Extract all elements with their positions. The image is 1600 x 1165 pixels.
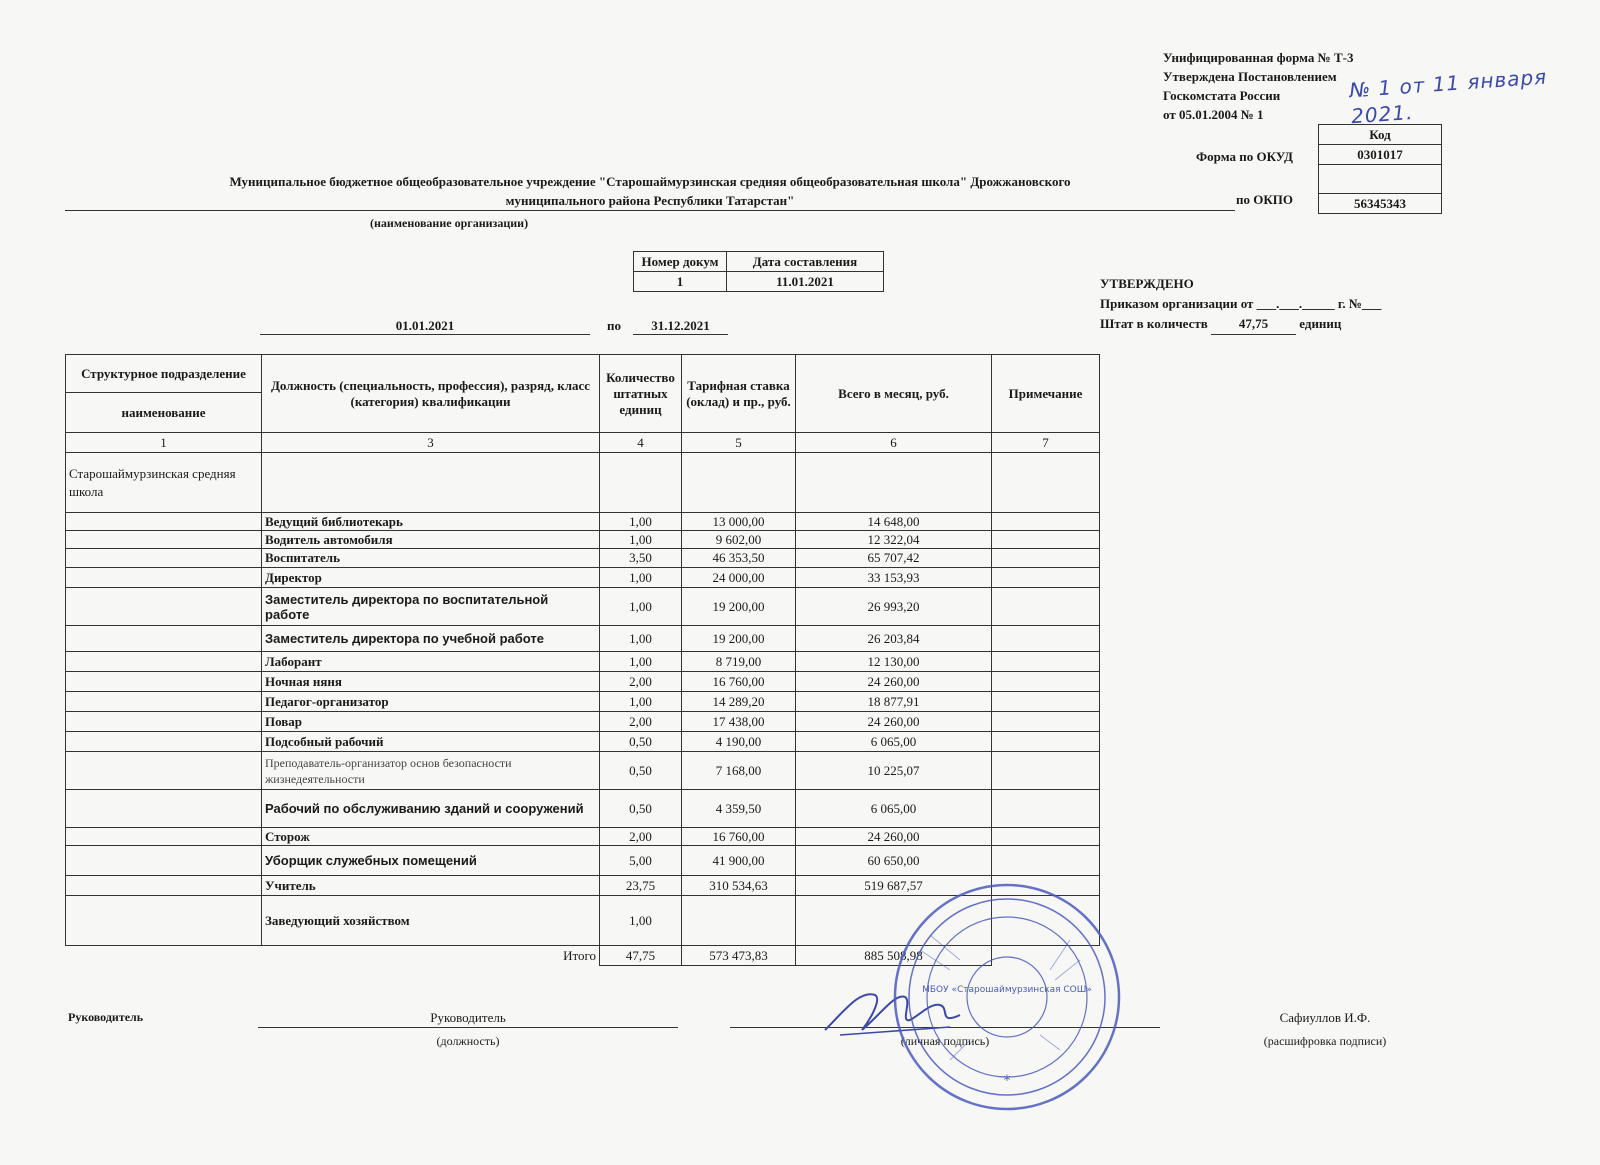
position-cell: Воспитатель (262, 549, 600, 568)
period-to-underline (633, 334, 728, 335)
document-number-table (633, 251, 884, 292)
rate-cell: 17 438,00 (682, 712, 796, 732)
count-cell: 0,50 (600, 790, 682, 828)
staff-value: 47,75 (1211, 314, 1296, 335)
header-rate: Тарифная ставка (оклад) и пр., руб. (682, 355, 796, 433)
position-underline (258, 1027, 678, 1028)
count-cell: 1,00 (600, 896, 682, 946)
note-cell (992, 549, 1100, 568)
header-note: Примечание (992, 355, 1100, 433)
rate-cell: 4 190,00 (682, 732, 796, 752)
rate-cell: 19 200,00 (682, 626, 796, 652)
table-row (66, 790, 1100, 828)
table-row (66, 652, 1100, 672)
total-monthly: 885 508,98 (796, 946, 992, 966)
name-caption: (расшифровка подписи) (1263, 1034, 1387, 1048)
position-cell: Заместитель директора по воспитательной работе (262, 588, 600, 626)
position-cell: Ведущий библиотекарь (262, 513, 600, 531)
approved-title: УТВЕРЖДЕНО (1100, 276, 1194, 291)
okpo-label: по ОКПО (1236, 192, 1294, 207)
position-cell: Водитель автомобиля (262, 531, 600, 549)
count-cell: 1,00 (600, 568, 682, 588)
okpo-value: 56345343 (1319, 194, 1442, 214)
note-cell (992, 513, 1100, 531)
dept-cell (66, 712, 262, 732)
approved-staff (1100, 314, 1381, 335)
rate-cell: 13 000,00 (682, 513, 796, 531)
monthly-cell: 12 322,04 (796, 531, 992, 549)
note-cell (992, 846, 1100, 876)
position-caption: (должность) (436, 1034, 500, 1048)
count-cell: 1,00 (600, 513, 682, 531)
organization-stamp (890, 880, 1125, 1115)
name-value: Сафиуллов И.Ф. (1279, 1010, 1371, 1025)
position-value: Руководитель (430, 1010, 506, 1025)
table-row (66, 588, 1100, 626)
monthly-cell: 14 648,00 (796, 513, 992, 531)
monthly-cell: 10 225,07 (796, 752, 992, 790)
rate-cell (682, 896, 796, 946)
handwritten-note: № 1 от 11 января 2021. (1348, 64, 1548, 129)
col-number: 4 (600, 433, 682, 453)
form-header-line2: Утверждена Постановлением (1163, 69, 1337, 84)
period-from-underline (260, 334, 590, 335)
organization-caption: (наименование организации) (370, 216, 529, 230)
table-row (66, 549, 1100, 568)
dept-cell (66, 790, 262, 828)
count-cell: 1,00 (600, 588, 682, 626)
rate-cell: 41 900,00 (682, 846, 796, 876)
rate-cell: 46 353,50 (682, 549, 796, 568)
staff-suffix: единиц (1299, 316, 1342, 331)
period-to-label: по (607, 318, 621, 333)
okud-value: 0301017 (1319, 145, 1442, 165)
count-cell: 1,00 (600, 652, 682, 672)
note-cell (992, 588, 1100, 626)
rate-cell: 14 289,20 (682, 692, 796, 712)
position-cell: Лаборант (262, 652, 600, 672)
form-header-line4: от 05.01.2004 № 1 (1163, 107, 1264, 122)
dept-cell (66, 876, 262, 896)
position-cell: Директор (262, 568, 600, 588)
codes-gap (1319, 165, 1442, 194)
period-from: 01.01.2021 (395, 318, 455, 333)
header-dept: Структурное подразделение (66, 355, 262, 393)
doc-num-value: 1 (634, 272, 727, 292)
organization-name-line2: муниципального района Республики Татарстан" (505, 193, 795, 208)
dept-cell (66, 513, 262, 531)
note-cell (992, 732, 1100, 752)
col-number: 6 (796, 433, 992, 453)
organization-underline (65, 210, 1235, 211)
form-header (1163, 48, 1353, 124)
dept-cell (66, 692, 262, 712)
dept-cell (66, 846, 262, 876)
note-cell (992, 626, 1100, 652)
total-count: 47,75 (600, 946, 682, 966)
position-cell: Ночная няня (262, 672, 600, 692)
note-cell (992, 828, 1100, 846)
position-cell: Подсобный рабочий (262, 732, 600, 752)
staff-prefix: Штат в количеств (1100, 316, 1208, 331)
header-monthly: Всего в месяц, руб. (796, 355, 992, 433)
monthly-cell: 519 687,57 (796, 876, 992, 896)
monthly-cell: 65 707,42 (796, 549, 992, 568)
table-row (66, 752, 1100, 790)
total-rate: 573 473,83 (682, 946, 796, 966)
table-row (66, 846, 1100, 876)
dept-cell (66, 626, 262, 652)
stamp-center-text: МБОУ «Старошаймурзинская СОШ» (922, 985, 1092, 995)
monthly-cell: 18 877,91 (796, 692, 992, 712)
form-header-line1: Унифицированная форма № Т-3 (1163, 50, 1354, 65)
dept-cell (66, 896, 262, 946)
organization-name (65, 172, 1235, 210)
col-number: 1 (66, 433, 262, 453)
head-label: Руководитель (68, 1010, 144, 1024)
note-cell (992, 568, 1100, 588)
signature-caption: (личная подпись) (900, 1034, 990, 1048)
monthly-cell: 26 993,20 (796, 588, 992, 626)
period-to: 31.12.2021 (651, 318, 710, 333)
position-cell: Заместитель директора по учебной работе (262, 626, 600, 652)
staffing-table (65, 354, 1100, 966)
dept-cell (66, 652, 262, 672)
header-count: Количество штатных единиц (600, 355, 682, 433)
position-cell: Преподаватель-организатор основ безопасности жизнедеятельности (262, 752, 600, 790)
table-row (66, 712, 1100, 732)
dept-cell (66, 672, 262, 692)
count-cell: 0,50 (600, 732, 682, 752)
note-cell (992, 531, 1100, 549)
monthly-cell: 12 130,00 (796, 652, 992, 672)
rate-cell: 9 602,00 (682, 531, 796, 549)
svg-text:*: * (1003, 1073, 1011, 1089)
doc-num-header: Номер докум (634, 252, 727, 272)
table-row (66, 513, 1100, 531)
monthly-cell: 24 260,00 (796, 828, 992, 846)
organization-name-line1: Муниципальное бюджетное общеобразовательное учреждение "Старошаймурзинская средняя общеобразовательная школа" Дрожжановского (229, 174, 1071, 189)
table-row (66, 626, 1100, 652)
note-cell (992, 692, 1100, 712)
position-cell: Повар (262, 712, 600, 732)
position-cell: Сторож (262, 828, 600, 846)
monthly-cell: 26 203,84 (796, 626, 992, 652)
form-header-line3: Госкомстата России (1163, 88, 1281, 103)
count-cell: 2,00 (600, 672, 682, 692)
note-cell (992, 712, 1100, 732)
okud-label: Форма по ОКУД (1196, 149, 1293, 164)
count-cell: 23,75 (600, 876, 682, 896)
rate-cell: 24 000,00 (682, 568, 796, 588)
count-cell: 2,00 (600, 712, 682, 732)
department-name: Старошаймурзинская средняя школа (66, 453, 262, 513)
count-cell: 1,00 (600, 692, 682, 712)
table-row (66, 732, 1100, 752)
dept-cell (66, 531, 262, 549)
count-cell: 1,00 (600, 531, 682, 549)
table-row (66, 692, 1100, 712)
note-cell (992, 672, 1100, 692)
department-row (66, 453, 1100, 513)
table-row (66, 672, 1100, 692)
dept-cell (66, 732, 262, 752)
rate-cell: 19 200,00 (682, 588, 796, 626)
rate-cell: 16 760,00 (682, 828, 796, 846)
doc-date-header: Дата составления (727, 252, 884, 272)
monthly-cell: 24 260,00 (796, 712, 992, 732)
rate-cell: 4 359,50 (682, 790, 796, 828)
rate-cell: 310 534,63 (682, 876, 796, 896)
monthly-cell: 60 650,00 (796, 846, 992, 876)
dept-cell (66, 549, 262, 568)
dept-cell (66, 588, 262, 626)
codes-header: Код (1319, 125, 1442, 145)
position-cell: Рабочий по обслуживанию зданий и сооружений (262, 790, 600, 828)
count-cell: 1,00 (600, 626, 682, 652)
count-cell: 3,50 (600, 549, 682, 568)
header-dept-name: наименование (66, 393, 262, 433)
codes-table (1318, 124, 1442, 214)
position-cell: Учитель (262, 876, 600, 896)
table-row (66, 828, 1100, 846)
table-row (66, 568, 1100, 588)
dept-cell (66, 568, 262, 588)
table-row (66, 531, 1100, 549)
note-cell (992, 752, 1100, 790)
dept-cell (66, 828, 262, 846)
count-cell: 0,50 (600, 752, 682, 790)
rate-cell: 16 760,00 (682, 672, 796, 692)
total-label: Итого (262, 946, 600, 966)
monthly-cell: 6 065,00 (796, 790, 992, 828)
rate-cell: 8 719,00 (682, 652, 796, 672)
approved-order-line: Приказом организации от ___.___._____ г. №___ (1100, 296, 1382, 311)
position-cell: Педагог-организатор (262, 692, 600, 712)
monthly-cell: 24 260,00 (796, 672, 992, 692)
col-number: 3 (262, 433, 600, 453)
col-number: 7 (992, 433, 1100, 453)
col-number: 5 (682, 433, 796, 453)
doc-date-value: 11.01.2021 (727, 272, 884, 292)
position-cell: Заведующий хозяйством (262, 896, 600, 946)
rate-cell: 7 168,00 (682, 752, 796, 790)
monthly-cell: 6 065,00 (796, 732, 992, 752)
monthly-cell: 33 153,93 (796, 568, 992, 588)
position-cell: Уборщик служебных помещений (262, 846, 600, 876)
header-position: Должность (специальность, профессия), разряд, класс (категория) квалификации (262, 355, 600, 433)
count-cell: 5,00 (600, 846, 682, 876)
note-cell (992, 652, 1100, 672)
note-cell (992, 790, 1100, 828)
dept-cell (66, 752, 262, 790)
column-numbers-row (66, 433, 1100, 453)
count-cell: 2,00 (600, 828, 682, 846)
approved-block (1100, 274, 1381, 335)
